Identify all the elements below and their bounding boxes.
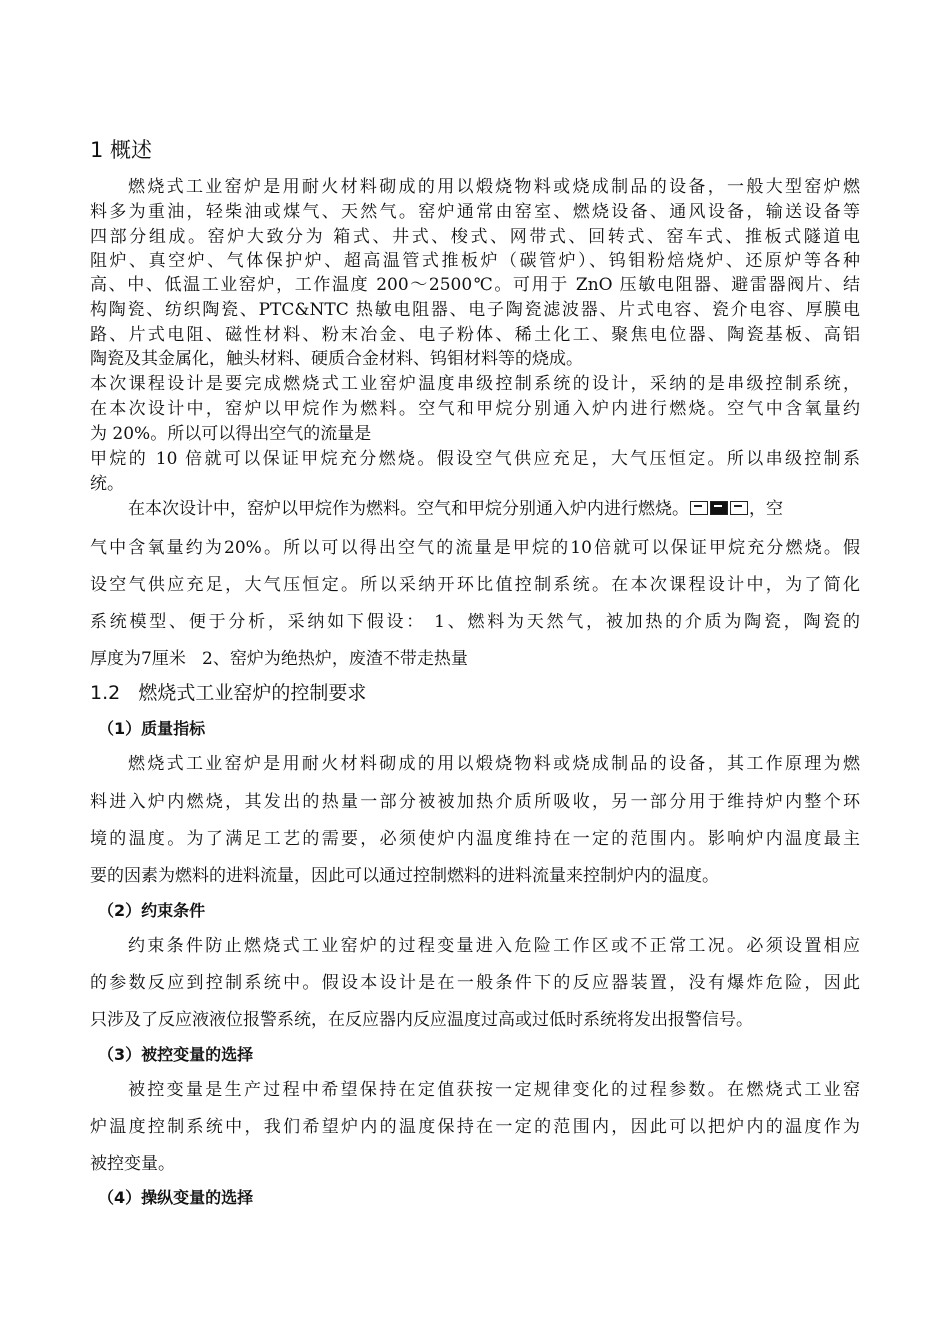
- paragraph-line: 厚度为7厘米 2、窑炉为绝热炉，废渣不带走热量: [90, 649, 468, 669]
- paragraph-line: 为 20%。所以可以得出空气的流量是: [90, 424, 372, 444]
- paragraph-line: 燃烧式工业窑炉是用耐火材料砌成的用以煅烧物料或烧成制品的设备，其工作原理为燃: [128, 754, 860, 774]
- embedded-object-icon: [690, 501, 708, 515]
- paragraph-line: 要的因素为燃料的进料流量，因此可以通过控制燃料的进料流量来控制炉内的温度。: [90, 866, 719, 886]
- paragraph-line: 高、中、低温工业窑炉，工作温度 200～2500℃。可用于 ZnO 压敏电阻器、避雷器阀片、结: [90, 275, 860, 295]
- paragraph-line: 料多为重油，轻柴油或煤气、天然气。窑炉通常由窑室、燃烧设备、通风设备，输送设备等: [90, 202, 860, 222]
- paragraph-line: 被控变量是生产过程中希望保持在定值获按一定规律变化的过程参数。在燃烧式工业窑: [128, 1080, 860, 1100]
- paragraph-line: 构陶瓷、纺织陶瓷、PTC&NTC 热敏电阻器、电子陶瓷滤波器、片式电容、瓷介电容、厚膜电: [90, 300, 860, 320]
- paragraph-line: 阻炉、真空炉、气体保护炉、超高温管式推板炉（碳管炉）、钨钼粉焙烧炉、还原炉等各种: [90, 251, 860, 271]
- paragraph-line: 甲烷的 10 倍就可以保证甲烷充分燃烧。假设空气供应充足，大气压恒定。所以串级控制系: [90, 449, 860, 469]
- paragraph-line: 约束条件防止燃烧式工业窑炉的过程变量进入危险工作区或不正常工况。必须设置相应: [128, 936, 860, 956]
- subsection-heading-controlled-variable: （3）被控变量的选择: [98, 1045, 254, 1064]
- paragraph-text: ，空: [749, 499, 783, 519]
- paragraph-line: 炉温度控制系统中，我们希望炉内的温度保持在一定的范围内，因此可以把炉内的温度作为: [90, 1117, 860, 1137]
- paragraph-line: 统。: [90, 474, 124, 494]
- subsection-heading-quality: （1）质量指标: [98, 719, 206, 738]
- paragraph-line: 境的温度。为了满足工艺的需要，必须使炉内温度维持在一定的范围内。影响炉内温度最主: [90, 829, 860, 849]
- paragraph-line: 本次课程设计是要完成燃烧式工业窑炉温度串级控制系统的设计，采纳的是串级控制系统，: [90, 374, 860, 394]
- paragraph-line: 料进入炉内燃烧，其发出的热量一部分被被加热介质所吸收，另一部分用于维持炉内整个环: [90, 792, 860, 812]
- embedded-object-icon: [730, 501, 748, 515]
- paragraph-line: 设空气供应充足，大气压恒定。所以采纳开环比值控制系统。在本次课程设计中，为了简化: [90, 575, 860, 595]
- section-heading-control-requirements: 1.2 燃烧式工业窑炉的控制要求: [90, 682, 367, 704]
- paragraph-line: 陶瓷及其金属化，触头材料、硬质合金材料、钨钼材料等的烧成。: [90, 349, 583, 369]
- paragraph-line: 的参数反应到控制系统中。假设本设计是在一般条件下的反应器装置，没有爆炸危险，因此: [90, 973, 860, 993]
- paragraph-line: 路、片式电阻、磁性材料、粉末冶金、电子粉体、稀土化工、聚焦电位器、陶瓷基板、高铝: [90, 325, 860, 345]
- paragraph-line: 系统模型、便于分析，采纳如下假设： 1、燃料为天然气，被加热的介质为陶瓷，陶瓷的: [90, 612, 860, 632]
- section-heading-overview: 1 概述: [90, 138, 153, 162]
- paragraph-line: 四部分组成。窑炉大致分为 箱式、井式、梭式、网带式、回转式、窑车式、推板式隧道电: [90, 227, 860, 247]
- paragraph-line: 在本次设计中，窑炉以甲烷作为燃料。空气和甲烷分别通入炉内进行燃烧。空气中含氧量约: [90, 399, 860, 419]
- paragraph-line: 被控变量。: [90, 1154, 175, 1174]
- paragraph-line: 气中含氧量约为20%。所以可以得出空气的流量是甲烷的10倍就可以保证甲烷充分燃烧。假: [90, 538, 860, 558]
- paragraph-line: 只涉及了反应液液位报警系统，在反应器内反应温度过高或过低时系统将发出报警信号。: [90, 1010, 753, 1030]
- subsection-heading-constraints: （2）约束条件: [98, 901, 206, 920]
- paragraph-line-with-objects: [128, 497, 783, 521]
- paragraph-line: 燃烧式工业窑炉是用耐火材料砌成的用以煅烧物料或烧成制品的设备，一般大型窑炉燃: [128, 177, 860, 197]
- subsection-heading-manipulated-variable: （4）操纵变量的选择: [98, 1188, 254, 1207]
- paragraph-text: 在本次设计中，窑炉以甲烷作为燃料。空气和甲烷分别通入炉内进行燃烧。: [128, 499, 689, 519]
- embedded-object-filled-icon: [710, 501, 728, 515]
